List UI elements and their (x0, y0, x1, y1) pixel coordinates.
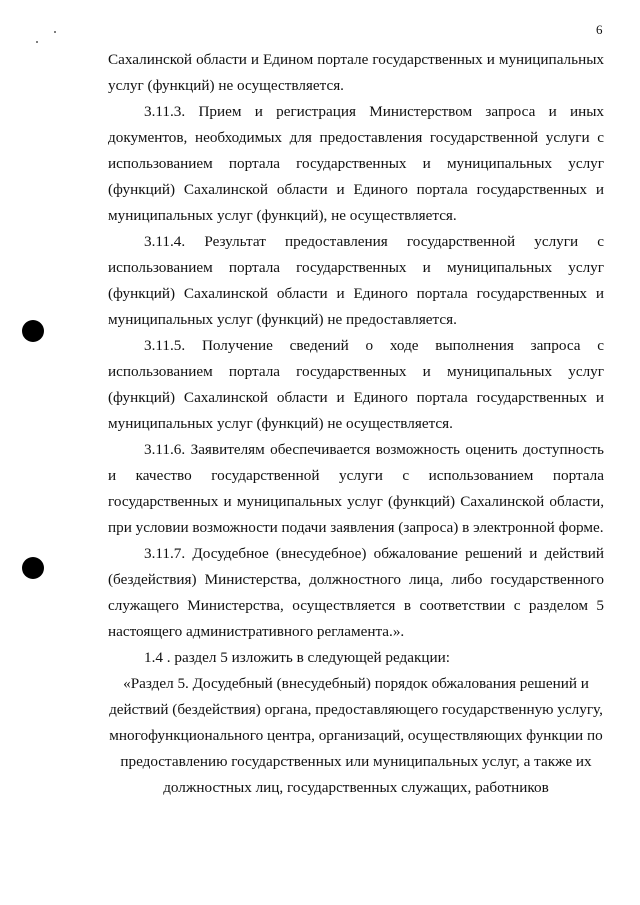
punch-hole (22, 557, 44, 579)
section-heading: «Раздел 5. Досудебный (внесудебный) порядок обжалования решений и действий (бездействия) органа, предоставляющего государственную услугу, многофункционального центра, организаций, осуществляющих функции по предоставлению государственных или муниципальных услуг, а также их должностных лиц, государственных служащих, работников (109, 675, 603, 796)
paragraph-3-11-7-block (108, 541, 604, 645)
scan-dot (36, 41, 38, 43)
punch-hole (22, 320, 44, 342)
paragraph-3-11-6-block (108, 437, 604, 541)
paragraph-3-11-7: 3.11.7. Досудебное (внесудебное) обжалование решений и действий (бездействия) Министерства, должностного лица, либо государственного служащего Министерства, осуществляется в соответствии с разделом 5 настоящего административного регламента.». (108, 545, 604, 640)
paragraph-3-11-4: 3.11.4. Результат предоставления государственной услуги с использованием портала государственных и муниципальных услуг (функций) Сахалинской области и Единого портала государственных и муниципальных услуг (функций) не предоставляется. (108, 233, 604, 328)
paragraph-3-11-3-block (108, 99, 604, 229)
scan-dot (54, 31, 56, 33)
paragraph-1-4: 1.4 . раздел 5 изложить в следующей редакции: (144, 649, 451, 666)
section-heading-block (108, 671, 604, 801)
paragraph-continuation: Сахалинской области и Едином портале государственных и муниципальных услуг (функций) не осуществляется. (108, 51, 604, 94)
document-body (108, 47, 604, 99)
paragraph-3-11-4-block (108, 229, 604, 333)
paragraph-3-11-3: 3.11.3. Прием и регистрация Министерством запроса и иных документов, необходимых для предоставления государственной услуги с использованием портала государственных и муниципальных услуг (функций) Сахалинской области и Единого портала государственных и муниципальных услуг (функций), не осуществляется. (108, 103, 604, 224)
paragraph-1-4-block (108, 645, 604, 671)
paragraph-3-11-5: 3.11.5. Получение сведений о ходе выполнения запроса с использованием портала государственных и муниципальных услуг (функций) Сахалинской области и Единого портала государственных и муниципальных услуг (функций) не осуществляется. (108, 337, 604, 432)
page-number: 6 (596, 22, 603, 37)
paragraph-3-11-5-block (108, 333, 604, 437)
paragraph-3-11-6: 3.11.6. Заявителям обеспечивается возможность оценить доступность и качество государственной услуги с использованием портала государственных и муниципальных услуг (функций) Сахалинской области, при условии возможности подачи заявления (запроса) в электронной форме. (108, 441, 604, 536)
